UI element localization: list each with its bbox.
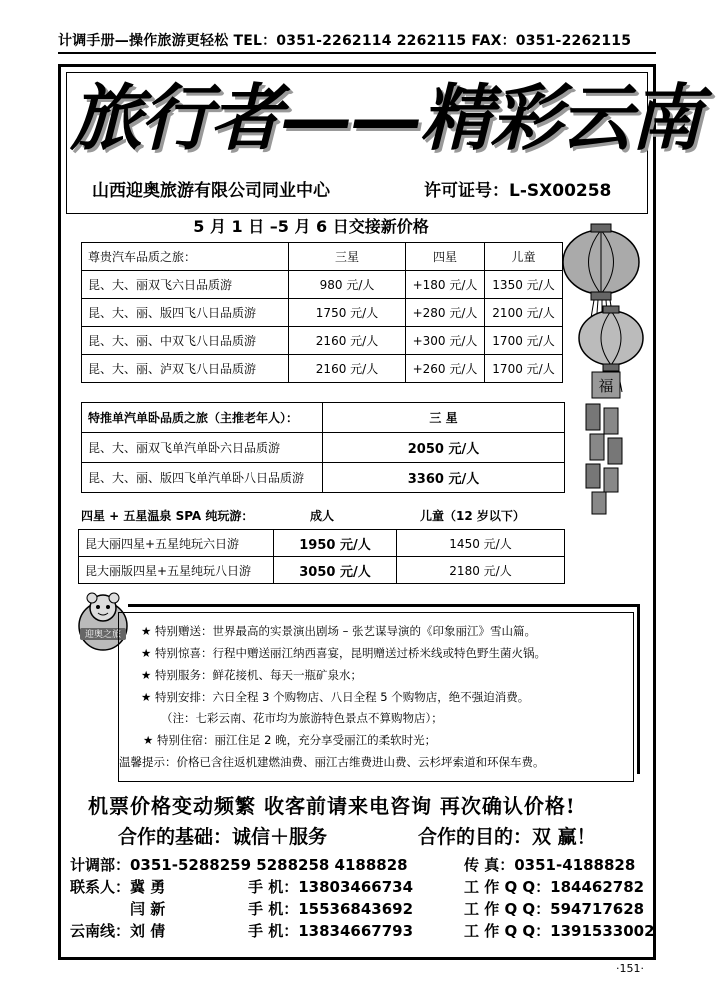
table-header: 四星: [406, 243, 485, 271]
price-cell: +180 元/人: [406, 271, 485, 299]
spa-adult-header: 成人: [310, 509, 335, 523]
cooperation-basis: 合作的基础：诚信＋服务: [118, 826, 328, 848]
price-cell: 1700 元/人: [485, 327, 563, 355]
route-cell: 昆、大、丽、版四飞单汽单卧八日品质游: [82, 463, 323, 493]
header-text: 计调手册—操作旅游更轻松 TEL：0351-2262114 2262115 FAX：0351-2262115: [58, 33, 632, 49]
price-cell: 1750 元/人: [289, 299, 406, 327]
note-item: ★ 特别住宿：丽江住足 2 晚，充分享受丽江的柔软时光；: [143, 733, 437, 747]
lantern-icon: [556, 212, 646, 602]
route-cell: 昆、大、丽双飞单汽单卧六日品质游: [82, 433, 323, 463]
date-notice: 5 月 1 日 –5 月 6 日交接新价格: [193, 217, 429, 236]
qq-number: 工 作 Q Q：1391533002: [464, 922, 655, 940]
note-item: ★ 特别赠送：世界最高的实景演出剧场 – 张艺谋导演的《印象丽江》雪山篇。: [141, 624, 537, 638]
table-header-row: [82, 243, 563, 271]
table-header: 特推单汽单卧品质之旅（主推老年人）：: [82, 403, 323, 433]
price-cell: +300 元/人: [406, 327, 485, 355]
note-item: （注：七彩云南、花市均为旅游特色景点不算购物店）；: [161, 711, 443, 725]
mobile-number: 手 机：13803466734: [248, 878, 414, 896]
price-warning: 机票价格变动频繁 收客前请来电咨询 再次确认价格!: [88, 794, 576, 818]
cooperation-goal: 合作的目的：双 赢！: [418, 826, 596, 848]
spa-label: 四星 + 五星温泉 SPA 纯玩游：: [81, 509, 254, 523]
price-table-spa: [78, 529, 565, 584]
table-header: 尊贵汽车品质之旅：: [82, 243, 289, 271]
page-title: 旅行者——精彩云南: [70, 75, 701, 160]
price-cell: 3050 元/人: [274, 557, 397, 584]
note-item: ★ 特别服务：鲜花接机、每天一瓶矿泉水；: [141, 668, 362, 682]
notes-box: [118, 612, 634, 782]
price-cell: 1700 元/人: [485, 355, 563, 383]
spa-child-header: 儿童（12 岁以下）: [420, 509, 525, 523]
route-cell: 昆、大、丽双飞六日品质游: [82, 271, 289, 299]
table-header: 三 星: [323, 403, 565, 433]
fax-number: 传 真：0351-4188828: [464, 856, 636, 874]
price-cell: 1450 元/人: [397, 530, 565, 557]
price-table-premium: [81, 242, 563, 383]
table-row: [82, 299, 563, 327]
price-cell: 2050 元/人: [323, 433, 565, 463]
table-header-row: [82, 403, 565, 433]
route-cell: 昆、大、丽、版四飞八日品质游: [82, 299, 289, 327]
dispatch-phone: 计调部：0351-5288259 5288258 4188828: [70, 856, 408, 874]
qq-number: 工 作 Q Q：594717628: [464, 900, 645, 918]
table-header: 儿童: [485, 243, 563, 271]
contact-person: 云南线：刘 倩: [70, 922, 166, 940]
table-row: [82, 271, 563, 299]
table-row: [82, 463, 565, 493]
price-cell: 2180 元/人: [397, 557, 565, 584]
permit-number: 许可证号：L-SX00258: [424, 181, 612, 201]
route-cell: 昆、大、丽、中双飞八日品质游: [82, 327, 289, 355]
fu-character: 福: [598, 377, 614, 395]
route-cell: 昆、大、丽、泸双飞八日品质游: [82, 355, 289, 383]
price-cell: +260 元/人: [406, 355, 485, 383]
price-cell: 2160 元/人: [289, 355, 406, 383]
contact-person: 闫 新: [130, 900, 166, 918]
qq-number: 工 作 Q Q：184462782: [464, 878, 645, 896]
price-cell: +280 元/人: [406, 299, 485, 327]
price-cell: 2160 元/人: [289, 327, 406, 355]
table-row: [79, 530, 565, 557]
price-table-sleeper: [81, 402, 565, 493]
table-row: [82, 327, 563, 355]
page-header: [58, 30, 658, 50]
price-cell: 1350 元/人: [485, 271, 563, 299]
mascot-text: 迎奥之旅: [84, 630, 122, 640]
page-number: ·151·: [616, 962, 644, 975]
table-row: [82, 355, 563, 383]
header-rule: [58, 52, 656, 54]
price-cell: 3360 元/人: [323, 463, 565, 493]
table-header: 三星: [289, 243, 406, 271]
table-row: [82, 433, 565, 463]
price-cell: 1950 元/人: [274, 530, 397, 557]
note-item: 温馨提示：价格已含往返机建燃油费、丽江古维费进山费、云杉坪索道和环保车费。: [119, 755, 545, 769]
price-cell: 980 元/人: [289, 271, 406, 299]
table-row: [79, 557, 565, 584]
price-cell: 2100 元/人: [485, 299, 563, 327]
mobile-number: 手 机：15536843692: [248, 900, 414, 918]
route-cell: 昆大丽四星+五星纯玩六日游: [79, 530, 274, 557]
note-item: ★ 特别惊喜：行程中赠送丽江纳西喜宴，昆明赠送过桥米线或特色野生菌火锅。: [141, 646, 546, 660]
route-cell: 昆大丽版四星+五星纯玩八日游: [79, 557, 274, 584]
mobile-number: 手 机：13834667793: [248, 922, 414, 940]
company-name: 山西迎奥旅游有限公司同业中心: [92, 181, 330, 201]
contact-person: 联系人：冀 勇: [70, 878, 166, 896]
note-item: ★ 特别安排：六日全程 3 个购物店、八日全程 5 个购物店，绝不强迫消费。: [141, 690, 530, 704]
